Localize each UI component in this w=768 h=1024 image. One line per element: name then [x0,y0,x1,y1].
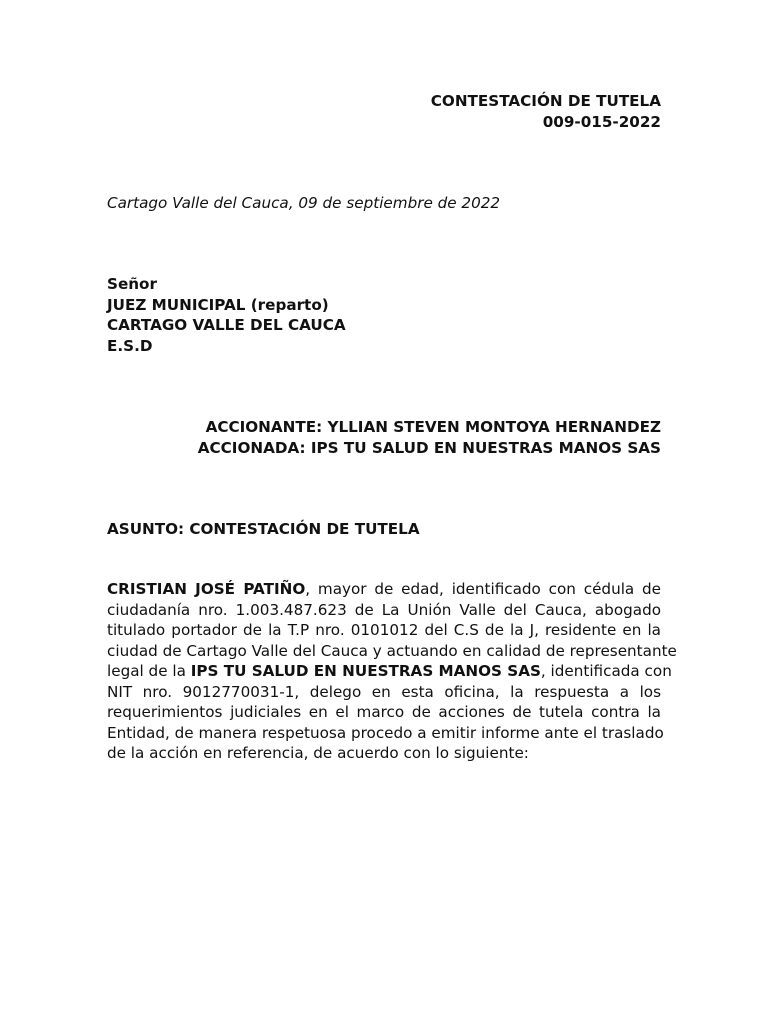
body-line: requerimientos judiciales en el marco de acciones de tutela contra la [107,703,661,721]
body-text: , identificada con [540,662,672,680]
body-line: titulado portador de la T.P nro. 0101012 del C.S de la J, residente en la [107,621,661,639]
addressee-judge: JUEZ MUNICIPAL (reparto) [107,295,329,314]
company-name: IPS TU SALUD EN NUESTRAS MANOS SAS [190,662,541,680]
place-date [107,193,500,214]
subject-line: ASUNTO: CONTESTACIÓN DE TUTELA [107,520,420,538]
body-line [107,579,661,600]
place-date-text: Cartago Valle del Cauca, 09 de septiembre de 2022 [107,194,501,212]
addressee-esd: E.S.D [107,336,153,355]
body-line: ciudad de Cartago Valle del Cauca y actuando en calidad de representante [107,641,677,660]
addressee-city: CARTAGO VALLE DEL CAUCA [107,316,346,334]
body-paragraph [107,579,677,764]
body-line: ciudadanía nro. 1.003.487.623 de La Unión Valle del Cauca, abogado [107,600,661,619]
subject-block [107,519,420,540]
body-line: NIT nro. 9012770031-1, delego en esta oficina, la respuesta a los [107,682,661,701]
case-number: 009-015-2022 [542,112,661,131]
body-text: , mayor de edad, identificado con cédula de [305,580,662,598]
accionante: ACCIONANTE: YLLIAN STEVEN MONTOYA HERNANDEZ [205,418,661,436]
parties-block [160,417,661,458]
body-text: legal de la [107,662,191,680]
addressee-salutation: Señor [107,275,157,293]
body-line: de la acción en referencia, de acuerdo con lo siguiente: [107,744,529,762]
document-header [380,91,661,132]
signer-name: CRISTIAN JOSÉ PATIÑO [107,580,306,598]
body-line [107,661,672,682]
document-title: CONTESTACIÓN DE TUTELA [430,92,661,110]
addressee-block [107,274,346,356]
body-line: Entidad, de manera respetuosa procedo a emitir informe ante el traslado [107,723,664,742]
accionada: ACCIONADA: IPS TU SALUD EN NUESTRAS MANOS SAS [197,438,661,457]
